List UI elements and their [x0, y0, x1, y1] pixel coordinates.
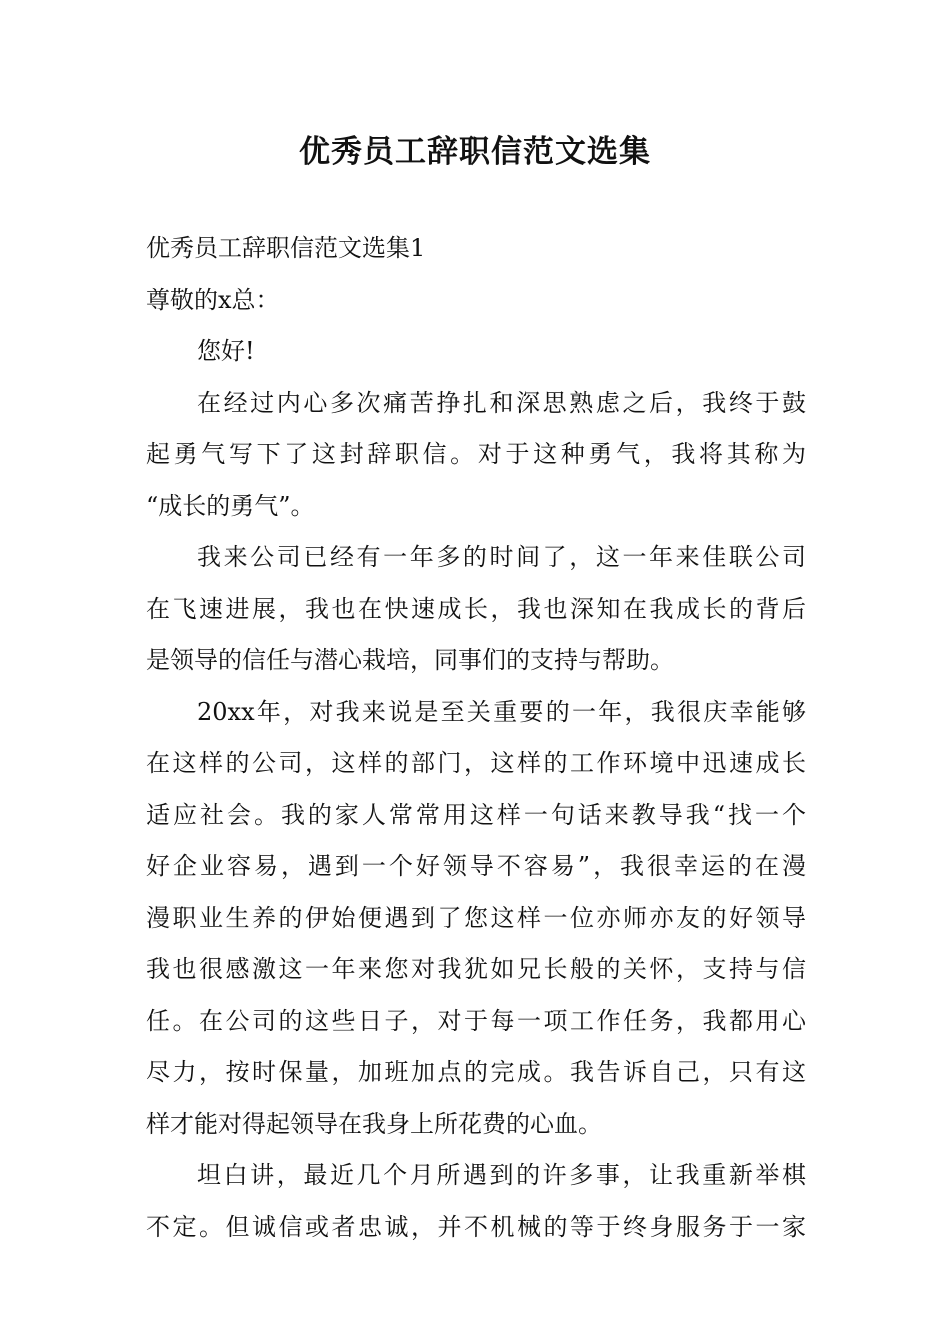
paragraph-line: 尽力，按时保量，加班加点的完成。我告诉自己，只有这: [146, 1058, 806, 1086]
paragraph-line: 任。在公司的这些日子，对于每一项工作任务，我都用心: [146, 1006, 806, 1035]
paragraph-line: 在这样的公司，这样的部门，这样的工作环境中迅速成长: [146, 749, 806, 777]
paragraph-line: 不定。但诚信或者忠诚，并不机械的等于终身服务于一家: [146, 1212, 806, 1241]
paragraph-line: 在经过内心多次痛苦挣扎和深思熟虑之后，我终于鼓: [197, 388, 806, 417]
paragraph-line: 漫职业生养的伊始便遇到了您这样一位亦师亦友的好领导: [146, 903, 806, 932]
paragraph-line: 适应社会。我的家人常常用这样一句话来教导我“找一个: [146, 800, 806, 829]
paragraph-line: 是领导的信任与潜心栽培，同事们的支持与帮助。: [146, 646, 674, 674]
paragraph-line: 我也很感激这一年来您对我犹如兄长般的关怀，支持与信: [146, 955, 806, 983]
paragraph-line: “成长的勇气”。: [146, 491, 315, 520]
paragraph-line: 样才能对得起领导在我身上所花费的心血。: [146, 1109, 602, 1138]
document-title: 优秀员工辞职信范文选集: [299, 134, 651, 170]
section-heading: 优秀员工辞职信范文选集1: [146, 234, 426, 262]
paragraph-line: 在飞速进展，我也在快速成长，我也深知在我成长的背后: [146, 594, 806, 623]
salutation: 尊敬的x总：: [146, 285, 280, 314]
paragraph-line: 我来公司已经有一年多的时间了，这一年来佳联公司: [197, 543, 806, 571]
paragraph-line: 起勇气写下了这封辞职信。对于这种勇气，我将其称为: [146, 440, 806, 468]
paragraph-line: 坦白讲，最近几个月所遇到的许多事，让我重新举棋: [197, 1161, 806, 1189]
paragraph-line: 20xx年，对我来说是至关重要的一年，我很庆幸能够: [197, 697, 806, 726]
greeting: 您好!: [197, 337, 255, 365]
document-body: [146, 223, 806, 1253]
paragraph-line: 好企业容易，遇到一个好领导不容易”，我很幸运的在漫: [146, 852, 806, 880]
